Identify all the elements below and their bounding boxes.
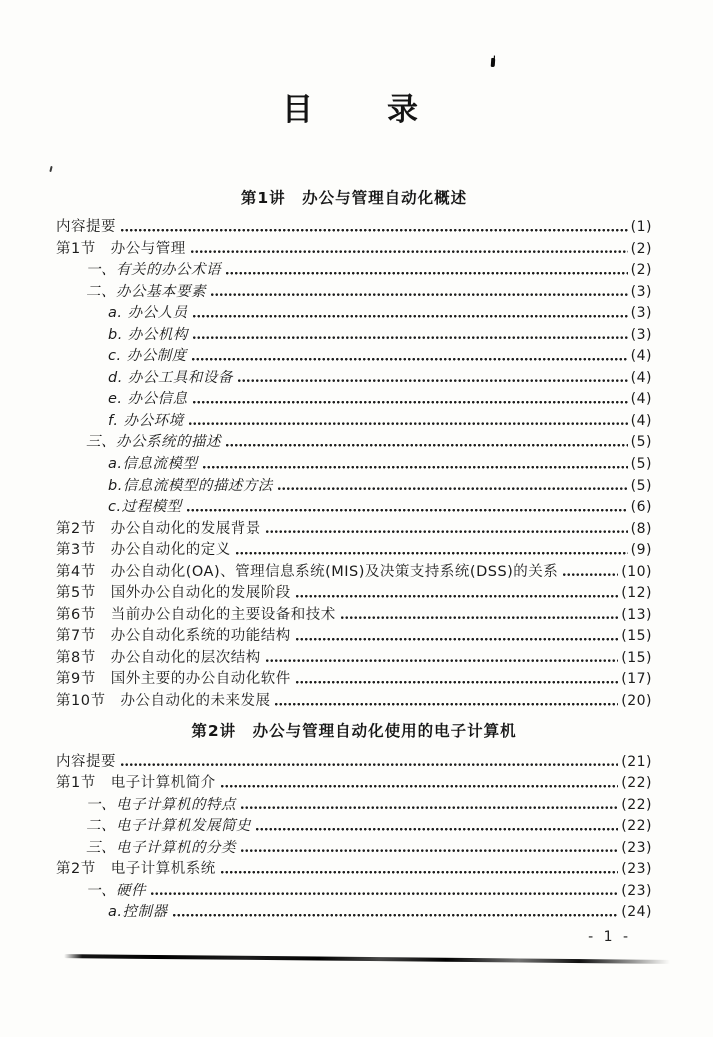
toc-section-lecture-1 (56, 188, 652, 713)
toc-rows-lecture-1 (56, 217, 652, 713)
dot-leader (225, 432, 628, 454)
toc-row (56, 519, 652, 541)
toc-entry-page: (2) (630, 262, 652, 279)
toc-entry-label: d. 办公工具和设备 (108, 369, 233, 386)
toc-entry-page: (23) (621, 882, 652, 899)
dot-leader (172, 902, 619, 924)
toc-row (56, 752, 652, 774)
dot-leader (562, 562, 618, 584)
toc-entry-page: (4) (630, 391, 652, 408)
scan-artifact-line (64, 954, 670, 964)
toc-entry-page: (13) (621, 606, 652, 623)
toc-row (56, 605, 652, 627)
toc-row (56, 497, 652, 519)
toc-entry-label: 第2节 办公自动化的发展背景 (56, 520, 261, 537)
toc-row (56, 838, 652, 860)
toc-row (56, 902, 652, 924)
toc-entry-page: (23) (621, 861, 652, 878)
toc-row (56, 540, 652, 562)
dot-leader (192, 303, 628, 325)
toc-entry-page: (4) (630, 348, 652, 365)
toc-entry-page: (2) (630, 240, 652, 257)
toc-entry-label: 第9节 国外主要的办公自动化软件 (56, 671, 291, 688)
toc-row (56, 325, 652, 347)
dot-leader (295, 583, 619, 605)
toc-entry-label: b.信息流模型的描述方法 (108, 477, 273, 494)
dot-leader (274, 691, 618, 713)
toc-entry-label: a.信息流模型 (108, 456, 198, 473)
footer-page-number: - 1 - (588, 929, 631, 945)
toc-entry-label: 第7节 办公自动化系统的功能结构 (56, 628, 291, 645)
toc-row (56, 476, 652, 498)
toc-entry-page: (3) (630, 326, 652, 343)
toc-entry-page: (4) (630, 369, 652, 386)
toc-entry-label: 三、办公系统的描述 (86, 434, 221, 451)
toc-entry-label: 一、有关的办公术语 (86, 262, 221, 279)
toc-entry-label: 第1节 电子计算机简介 (56, 775, 216, 792)
toc-row (56, 282, 652, 304)
toc-entry-label: a. 办公人员 (108, 305, 188, 322)
toc-row (56, 583, 652, 605)
toc-row (56, 669, 652, 691)
toc-entry-page: (5) (630, 456, 652, 473)
toc-entry-label: 第1节 办公与管理 (56, 240, 186, 257)
dot-leader (202, 454, 628, 476)
toc-row (56, 239, 652, 261)
toc-row (56, 411, 652, 433)
toc-entry-page: (10) (621, 563, 652, 580)
toc-entry-page: (12) (621, 585, 652, 602)
dot-leader (220, 859, 619, 881)
toc-row (56, 303, 652, 325)
toc-entry-page: (15) (621, 649, 652, 666)
toc-entry-page: (20) (621, 693, 652, 710)
toc-row (56, 260, 652, 282)
dot-leader (295, 626, 619, 648)
lecture-1-heading: 第1讲 办公与管理自动化概述 (240, 189, 468, 207)
toc-entry-label: a.控制器 (108, 904, 168, 921)
toc-entry-page: (8) (630, 520, 652, 537)
dot-leader (188, 411, 628, 433)
toc-entry-page: (1) (630, 219, 652, 235)
toc-row (56, 795, 652, 817)
toc-entry-label: 内容提要 (56, 219, 116, 235)
toc-entry-label: 第8节 办公自动化的层次结构 (56, 649, 261, 666)
dot-leader (237, 368, 628, 390)
toc-row (56, 389, 652, 411)
toc-row (56, 648, 652, 670)
toc-entry-page: (24) (621, 904, 652, 921)
dot-leader (190, 239, 628, 261)
toc-entry-page: (22) (621, 775, 652, 792)
dot-leader (240, 795, 618, 817)
toc-entry-label: 二、办公基本要素 (86, 283, 206, 300)
toc-entry-label: 三、电子计算机的分类 (86, 839, 236, 856)
dot-leader (186, 497, 628, 519)
toc-row (56, 691, 652, 713)
dot-leader (265, 519, 628, 541)
toc-entry-page: (22) (621, 796, 652, 813)
toc-entry-label: 第6节 当前办公自动化的主要设备和技术 (56, 606, 336, 623)
toc-entry-page: (3) (630, 283, 652, 300)
toc-entry-page: (21) (621, 753, 652, 770)
dot-leader (255, 816, 618, 838)
dot-leader (191, 346, 628, 368)
toc-entry-label: f. 办公环境 (108, 412, 184, 429)
dot-leader (225, 260, 628, 282)
toc-entry-label: c. 办公制度 (108, 348, 187, 365)
toc-row (56, 346, 652, 368)
dot-leader (340, 605, 619, 627)
table-of-contents (56, 176, 652, 924)
toc-entry-label: 二、电子计算机发展简史 (86, 818, 251, 835)
dot-leader (265, 648, 619, 670)
dot-leader (150, 881, 618, 903)
toc-entry-page: (15) (621, 628, 652, 645)
toc-entry-label: 第2节 电子计算机系统 (56, 861, 216, 878)
toc-row (56, 562, 652, 584)
toc-entry-page: (9) (630, 542, 652, 559)
toc-entry-page: (3) (630, 305, 652, 322)
toc-row (56, 368, 652, 390)
dot-leader (120, 752, 618, 774)
toc-entry-label: 第3节 办公自动化的定义 (56, 542, 231, 559)
dot-leader (192, 325, 628, 347)
toc-entry-label: 第4节 办公自动化(OA)、管理信息系统(MIS)及决策支持系统(DSS)的关系 (56, 563, 559, 580)
toc-row (56, 859, 652, 881)
dot-leader (235, 540, 628, 562)
toc-entry-label: 一、硬件 (86, 882, 146, 899)
stray-ink-mark (49, 166, 52, 172)
dot-leader (295, 669, 619, 691)
toc-entry-page: (5) (630, 434, 652, 451)
toc-entry-label: e. 办公信息 (108, 391, 188, 408)
toc-section-lecture-2 (56, 721, 652, 924)
dot-leader (240, 838, 618, 860)
lecture-2-heading: 第2讲 办公与管理自动化使用的电子计算机 (191, 721, 517, 740)
toc-row (56, 773, 652, 795)
toc-entry-page: (4) (630, 412, 652, 429)
toc-entry-page: (6) (630, 499, 652, 516)
toc-entry-label: b. 办公机构 (108, 326, 188, 343)
toc-row (56, 432, 652, 454)
toc-entry-page: (22) (621, 818, 652, 835)
toc-rows-lecture-2 (56, 752, 652, 924)
toc-entry-label: 内容提要 (56, 753, 116, 770)
toc-row (56, 217, 652, 239)
toc-entry-label: 一、电子计算机的特点 (86, 796, 236, 813)
toc-entry-label: c.过程模型 (108, 499, 182, 516)
dot-leader (277, 476, 628, 498)
dot-leader (210, 282, 628, 304)
toc-row (56, 881, 652, 903)
toc-entry-page: (23) (621, 839, 652, 856)
toc-entry-label: 第10节 办公自动化的未来发展 (56, 693, 271, 710)
toc-entry-page: (5) (630, 477, 652, 494)
toc-row (56, 816, 652, 838)
toc-entry-page: (17) (621, 671, 652, 688)
toc-row (56, 454, 652, 476)
toc-row (56, 626, 652, 648)
dot-leader (220, 773, 619, 795)
dot-leader (192, 389, 628, 411)
dot-leader (120, 217, 628, 239)
toc-entry-label: 第5节 国外办公自动化的发展阶段 (56, 585, 291, 602)
ink-speck-mark (491, 58, 496, 67)
page-title: 目 录 (282, 92, 422, 128)
